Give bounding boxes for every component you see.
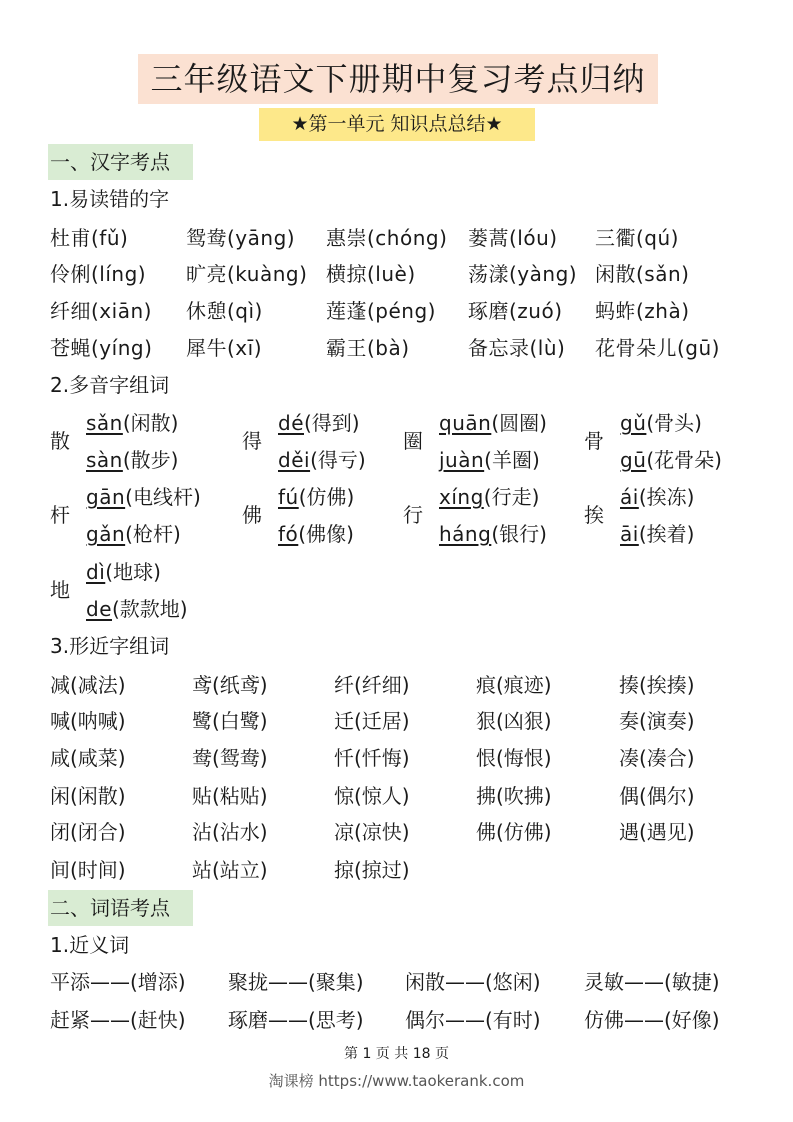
similar-char-word: 痕(痕迹) (476, 673, 552, 697)
synonym-pair: 仿佛——(好像) (584, 1008, 720, 1032)
polyphonic-reading (86, 595, 188, 623)
misread-word: 蚂蚱(zhà) (595, 299, 690, 323)
pinyin: dé (278, 411, 304, 435)
polyphonic-char: 地 (50, 578, 70, 602)
section-heading-words: 二、词语考点 (48, 890, 193, 926)
polyphonic-reading (86, 446, 178, 474)
similar-char-word: 迁(迁居) (334, 709, 410, 733)
subheading-similar-chars: 3.形近字组词 (50, 634, 170, 658)
polyphonic-reading (620, 520, 694, 548)
word: (佛像) (298, 522, 354, 546)
similar-char-word: 狠(凶狠) (476, 709, 552, 733)
similar-char-word: 站(站立) (192, 858, 268, 882)
polyphonic-reading (620, 446, 722, 474)
similar-char-word: 掠(掠过) (334, 858, 410, 882)
subheading-misread: 1.易读错的字 (50, 187, 170, 211)
polyphonic-char: 散 (50, 429, 70, 453)
polyphonic-reading (439, 409, 547, 437)
synonym-pair: 偶尔——(有时) (405, 1008, 541, 1032)
synonym-pair: 灵敏——(敏捷) (584, 970, 720, 994)
pinyin: gān (86, 485, 126, 509)
word: (闲散) (122, 411, 179, 435)
polyphonic-reading (439, 520, 547, 548)
polyphonic-reading (278, 483, 354, 511)
polyphonic-char: 佛 (242, 503, 262, 527)
word: (银行) (491, 522, 547, 546)
polyphonic-char: 骨 (584, 429, 604, 453)
polyphonic-reading (439, 446, 540, 474)
word: (挨冻) (638, 485, 695, 509)
similar-char-word: 拂(吹拂) (476, 784, 552, 808)
misread-word: 闲散(sǎn) (595, 262, 690, 286)
similar-char-word: 鸯(鸳鸯) (192, 746, 268, 770)
similar-char-word: 减(减法) (50, 673, 126, 697)
similar-char-word: 恨(悔恨) (476, 746, 552, 770)
word: (行走) (483, 485, 540, 509)
word: (得亏) (310, 448, 366, 472)
polyphonic-reading (86, 558, 161, 586)
misread-word: 横掠(luè) (326, 262, 416, 286)
similar-char-word: 佛(仿佛) (476, 820, 552, 844)
polyphonic-char: 行 (403, 503, 423, 527)
polyphonic-reading (620, 409, 702, 437)
pinyin: āi (620, 522, 639, 546)
polyphonic-reading (620, 483, 694, 511)
pinyin: juàn (439, 448, 485, 472)
page-number: 第 1 页 共 18 页 (344, 1046, 449, 1062)
polyphonic-reading (86, 520, 181, 548)
pinyin: de (86, 597, 112, 621)
word: (仿佛) (298, 485, 355, 509)
misread-word: 犀牛(xī) (186, 336, 262, 360)
watermark: 淘课榜 https://www.taokerank.com (268, 1072, 525, 1090)
polyphonic-char: 挨 (584, 503, 604, 527)
similar-char-word: 闲(闲散) (50, 784, 126, 808)
misread-word: 伶俐(líng) (50, 262, 147, 286)
misread-word: 琢磨(zuó) (468, 299, 563, 323)
section-heading-hanzi: 一、汉字考点 (48, 144, 193, 180)
pinyin: dì (86, 560, 106, 584)
polyphonic-reading (278, 446, 366, 474)
pinyin: gǔ (620, 411, 647, 435)
similar-char-word: 咸(咸菜) (50, 746, 126, 770)
misread-word: 荡漾(yàng) (468, 262, 578, 286)
unit-subtitle: ★第一单元 知识点总结★ (259, 108, 535, 141)
similar-char-word: 忏(忏悔) (334, 746, 410, 770)
pinyin: quān (439, 411, 492, 435)
synonym-pair: 赶紧——(赶快) (50, 1008, 186, 1032)
word: (花骨朵) (646, 448, 722, 472)
page-title: 三年级语文下册期中复习考点归纳 (138, 54, 658, 104)
polyphonic-char: 得 (242, 429, 262, 453)
similar-char-word: 偶(偶尔) (619, 784, 695, 808)
similar-char-word: 纤(纤细) (334, 673, 410, 697)
similar-char-word: 凉(凉快) (334, 820, 410, 844)
misread-word: 休憩(qì) (186, 299, 263, 323)
misread-word: 莲蓬(péng) (326, 299, 436, 323)
similar-char-word: 奏(演奏) (619, 709, 695, 733)
similar-char-word: 惊(惊人) (334, 784, 410, 808)
similar-char-word: 凑(凑合) (619, 746, 695, 770)
subheading-polyphonic: 2.多音字组词 (50, 373, 170, 397)
pinyin: gǎn (86, 522, 126, 546)
similar-char-word: 遇(遇见) (619, 820, 695, 844)
pinyin: děi (278, 448, 311, 472)
word: (电线杆) (125, 485, 201, 509)
polyphonic-reading (86, 409, 178, 437)
similar-char-word: 喊(呐喊) (50, 709, 126, 733)
word: (挨着) (638, 522, 695, 546)
pinyin: sàn (86, 448, 123, 472)
word: (圆圈) (491, 411, 547, 435)
polyphonic-reading (278, 409, 360, 437)
similar-char-word: 鹭(白鹭) (192, 709, 268, 733)
synonym-pair: 聚拢——(聚集) (228, 970, 364, 994)
similar-char-word: 揍(挨揍) (619, 673, 695, 697)
misread-word: 备忘录(lù) (468, 336, 566, 360)
word: (骨头) (646, 411, 702, 435)
misread-word: 杜甫(fǔ) (50, 226, 129, 250)
misread-word: 鸳鸯(yāng) (186, 226, 296, 250)
word: (得到) (304, 411, 360, 435)
pinyin: háng (439, 522, 492, 546)
pinyin: sǎn (86, 411, 123, 435)
pinyin: gū (620, 448, 647, 472)
misread-word: 三衢(qú) (595, 226, 679, 250)
word: (枪杆) (125, 522, 181, 546)
polyphonic-char: 杆 (50, 503, 70, 527)
pinyin: fó (278, 522, 299, 546)
similar-char-word: 间(时间) (50, 858, 126, 882)
pinyin: fú (278, 485, 299, 509)
word: (款款地) (112, 597, 188, 621)
polyphonic-reading (278, 520, 354, 548)
misread-word: 蒌蒿(lóu) (468, 226, 558, 250)
synonym-pair: 闲散——(悠闲) (405, 970, 541, 994)
misread-word: 旷亮(kuàng) (186, 262, 308, 286)
word: (地球) (105, 560, 161, 584)
synonym-pair: 琢磨——(思考) (228, 1008, 364, 1032)
synonym-pair: 平添——(增添) (50, 970, 186, 994)
word: (散步) (122, 448, 179, 472)
misread-word: 花骨朵儿(gū) (595, 336, 720, 360)
polyphonic-reading (439, 483, 539, 511)
subheading-synonyms: 1.近义词 (50, 933, 130, 957)
similar-char-word: 闭(闭合) (50, 820, 126, 844)
misread-word: 霸王(bà) (326, 336, 410, 360)
word: (羊圈) (484, 448, 540, 472)
similar-char-word: 贴(粘贴) (192, 784, 268, 808)
polyphonic-reading (86, 483, 201, 511)
polyphonic-char: 圈 (403, 429, 423, 453)
misread-word: 纤细(xiān) (50, 299, 152, 323)
similar-char-word: 鸢(纸鸢) (192, 673, 268, 697)
misread-word: 惠崇(chóng) (326, 226, 448, 250)
misread-word: 苍蝇(yíng) (50, 336, 153, 360)
pinyin: ái (620, 485, 639, 509)
pinyin: xíng (439, 485, 484, 509)
similar-char-word: 沾(沾水) (192, 820, 268, 844)
